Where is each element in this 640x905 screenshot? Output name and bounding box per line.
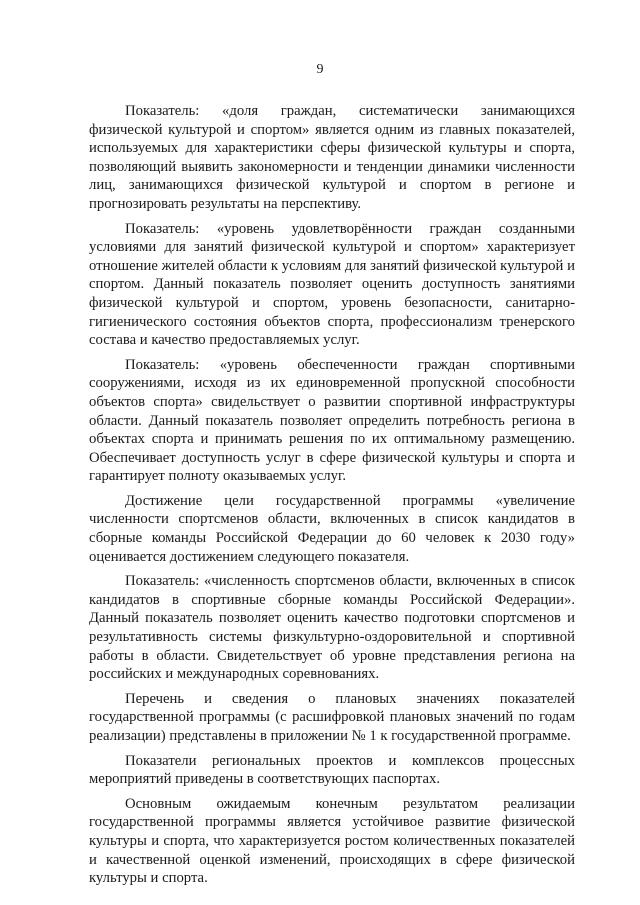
paragraph-indicator-facilities-provision: Показатель: «уровень обеспеченности граждан спортивными сооружениями, исходя из их единовременной пропускной способности объектов спорта» свидельствует о развитии спортивной инфраструктуры области. Данный показатель позволяет определить потребность региона в объектах спорта и принимать решения по их оптимальному размещению. Обеспечивает доступность услуг в сфере физической культуры и спорта и гарантирует полноту оказываемых услуг.	[89, 356, 575, 485]
paragraph-indicator-athletes-count: Показатель: «численность спортсменов области, включенных в список кандидатов в спортивные сборные команды Российской Федерации». Данный показатель позволяет оценить качество подготовки спортсменов и результативность системы физкультурно-оздоровительной и спортивной работы в области. Свидетельствует об уровне представления региона на российских и международных соревнованиях.	[89, 573, 575, 683]
paragraph-indicator-satisfaction-level: Показатель: «уровень удовлетворённости граждан созданными условиями для занятий физической культурой и спортом» характеризует отношение жителей области к условиям для занятий физической культурой и спортом. Данный показатель позволяет оценить доступность занятиями физической культурой и спортом, уровень безопасности, санитарно-гигиенического состояния объектов спорта, профессионализм тренерского состава и качество предоставляемых услуг.	[89, 220, 575, 349]
paragraph-regional-projects: Показатели региональных проектов и комплексов процессных мероприятий приведены в соответствующих паспортах.	[89, 752, 575, 788]
paragraph-indicator-share-of-citizens: Показатель: «доля граждан, систематически занимающихся физической культурой и спортом» является одним из главных показателей, используемых для характеристики сферы физической культуры и спорта, позволяющий выявить закономерности и тенденции динамики численности лиц, занимающихся физической культурой и спортом в регионе и прогнозировать результаты на перспективу.	[89, 103, 575, 212]
paragraph-expected-result: Основным ожидаемым конечным результатом реализации государственной программы является устойчивое развитие физической культуры и спорта, что характеризуется ростом количественных показателей и качественной оценкой изменений, происходящих в сфере физической культуры и спорта.	[89, 795, 575, 887]
paragraph-program-goal: Достижение цели государственной программы «увеличение численности спортсменов области, включенных в список кандидатов в сборные команды Российской Федерации до 60 человек к 2030 году» оценивается достижением следующего показателя.	[89, 492, 575, 565]
page-number: 9	[316, 62, 324, 77]
paragraph-indicators-list-reference: Перечень и сведения о плановых значениях показателей государственной программы (с расшифровкой плановых значений по годам реализации) представлены в приложении № 1 к государственной программе.	[89, 690, 575, 744]
document-body	[89, 102, 575, 894]
